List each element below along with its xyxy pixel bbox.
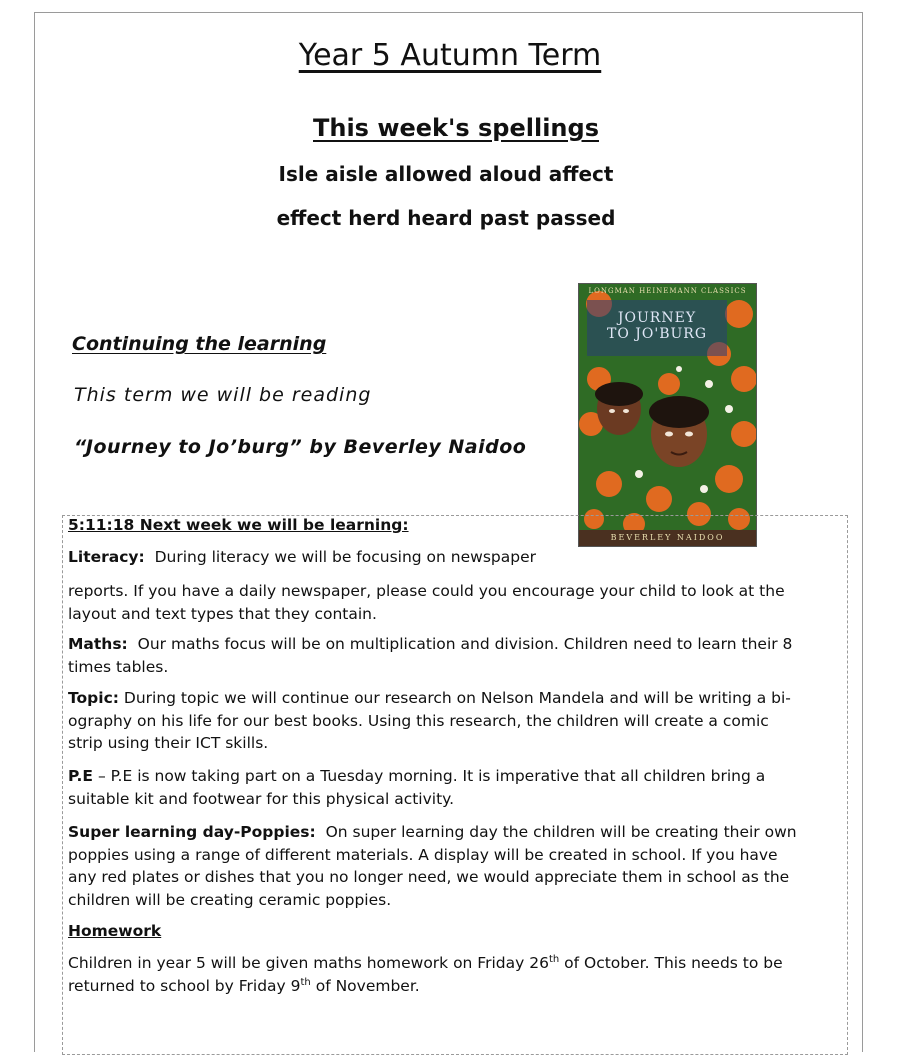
super-learning-paragraph: Super learning day-Poppies: On super learning day the children will be creating their own poppies using a range of different materials. A display will be created in school. If you have any red plates or dishes that you no longer need, we would appreciate them in school as the children will be creating ceramic poppies. xyxy=(68,823,797,909)
topic-paragraph: Topic: During topic we will continue our research on Nelson Mandela and will be writing a bi- ography on his life for our best books. Using this research, the children will create a comic strip using their ICT skills. xyxy=(68,689,791,752)
spellings-heading: This week's spellings xyxy=(313,114,599,142)
pe-label: P.E xyxy=(68,767,93,785)
cover-author-text: BEVERLEY NAIDOO xyxy=(579,530,756,546)
reading-intro: This term we will be reading xyxy=(74,384,372,406)
homework-paragraph: Children in year 5 will be given maths homework on Friday 26th of October. This needs to be returned to school by Friday 9th of November. xyxy=(68,953,783,995)
cover-series-text: LONGMAN HEINEMANN CLASSICS xyxy=(588,287,747,295)
page-title: Year 5 Autumn Term xyxy=(298,38,602,73)
literacy-paragraph: Literacy: During literacy we will be focusing on newspaper xyxy=(68,548,536,566)
super-learning-label: Super learning day-Poppies: xyxy=(68,823,316,841)
cover-title-text: JOURNEY TO JO'BURG xyxy=(587,300,727,356)
pe-paragraph: P.E – P.E is now taking part on a Tuesday morning. It is imperative that all children bring a suitable kit and footwear for this physical activity. xyxy=(68,767,766,808)
literacy-paragraph-cont: reports. If you have a daily newspaper, please could you encourage your child to look at the layout and text types that they contain. xyxy=(68,582,785,623)
homework-heading: Homework xyxy=(68,922,162,940)
maths-label: Maths: xyxy=(68,635,128,653)
maths-paragraph: Maths: Our maths focus will be on multiplication and division. Children need to learn their 8 times tables. xyxy=(68,635,793,676)
spellings-line-1: Isle aisle allowed aloud affect xyxy=(278,162,614,186)
book-title: “Journey to Jo’burg” by Beverley Naidoo xyxy=(74,436,527,458)
continuing-heading: Continuing the learning xyxy=(72,333,327,355)
next-week-heading: 5:11:18 Next week we will be learning: xyxy=(68,516,409,534)
topic-label: Topic: xyxy=(68,689,119,707)
book-cover-image xyxy=(578,283,757,547)
literacy-label: Literacy: xyxy=(68,548,145,566)
spellings-line-2: effect herd heard past passed xyxy=(276,206,616,230)
